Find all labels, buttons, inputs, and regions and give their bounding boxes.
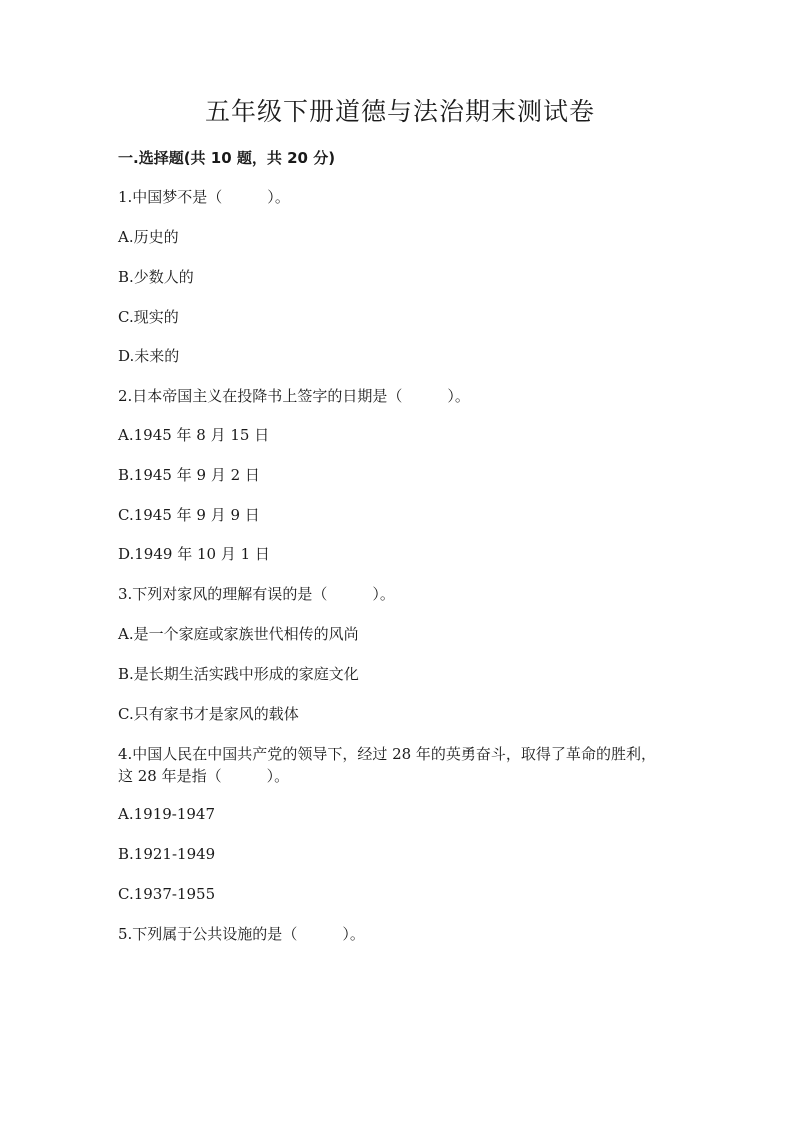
section-heading: 一.选择题(共 10 题，共 20 分) (118, 149, 336, 167)
question-4-option-b: B.1921-1949 (118, 845, 216, 863)
question-1-option-d: D.未来的 (118, 347, 180, 365)
page-title: 五年级下册道德与法治期末测试卷 (204, 97, 595, 126)
question-2-option-b: B.1945 年 9 月 2 日 (118, 466, 260, 484)
question-2-option-a: A.1945 年 8 月 15 日 (118, 426, 270, 444)
question-stem-3: 3.下列对家风的理解有误的是（ ）。 (118, 585, 395, 603)
question-4-option-c: C.1937-1955 (118, 885, 216, 903)
question-3-option-b: B.是长期生活实践中形成的家庭文化 (118, 665, 359, 683)
question-1-option-b: B.少数人的 (118, 268, 194, 286)
question-4-option-a: A.1919-1947 (118, 805, 216, 823)
question-stem-5: 5.下列属于公共设施的是（ ）。 (118, 925, 365, 943)
question-1-option-c: C.现实的 (118, 308, 179, 326)
question-2-option-c: C.1945 年 9 月 9 日 (118, 506, 260, 524)
question-stem-4: 4.中国人民在中国共产党的领导下，经过 28 年的英勇奋斗，取得了革命的胜利，这 28 年是指（ ）。 (118, 745, 656, 785)
question-3-option-c: C.只有家书才是家风的载体 (118, 705, 299, 723)
question-stem-1: 1.中国梦不是（ ）。 (118, 188, 290, 206)
question-3-option-a: A.是一个家庭或家族世代相传的风尚 (118, 625, 359, 643)
question-1-option-a: A.历史的 (118, 228, 179, 246)
question-2-option-d: D.1949 年 10 月 1 日 (118, 545, 270, 563)
question-stem-2: 2.日本帝国主义在投降书上签字的日期是（ ）。 (118, 387, 470, 405)
